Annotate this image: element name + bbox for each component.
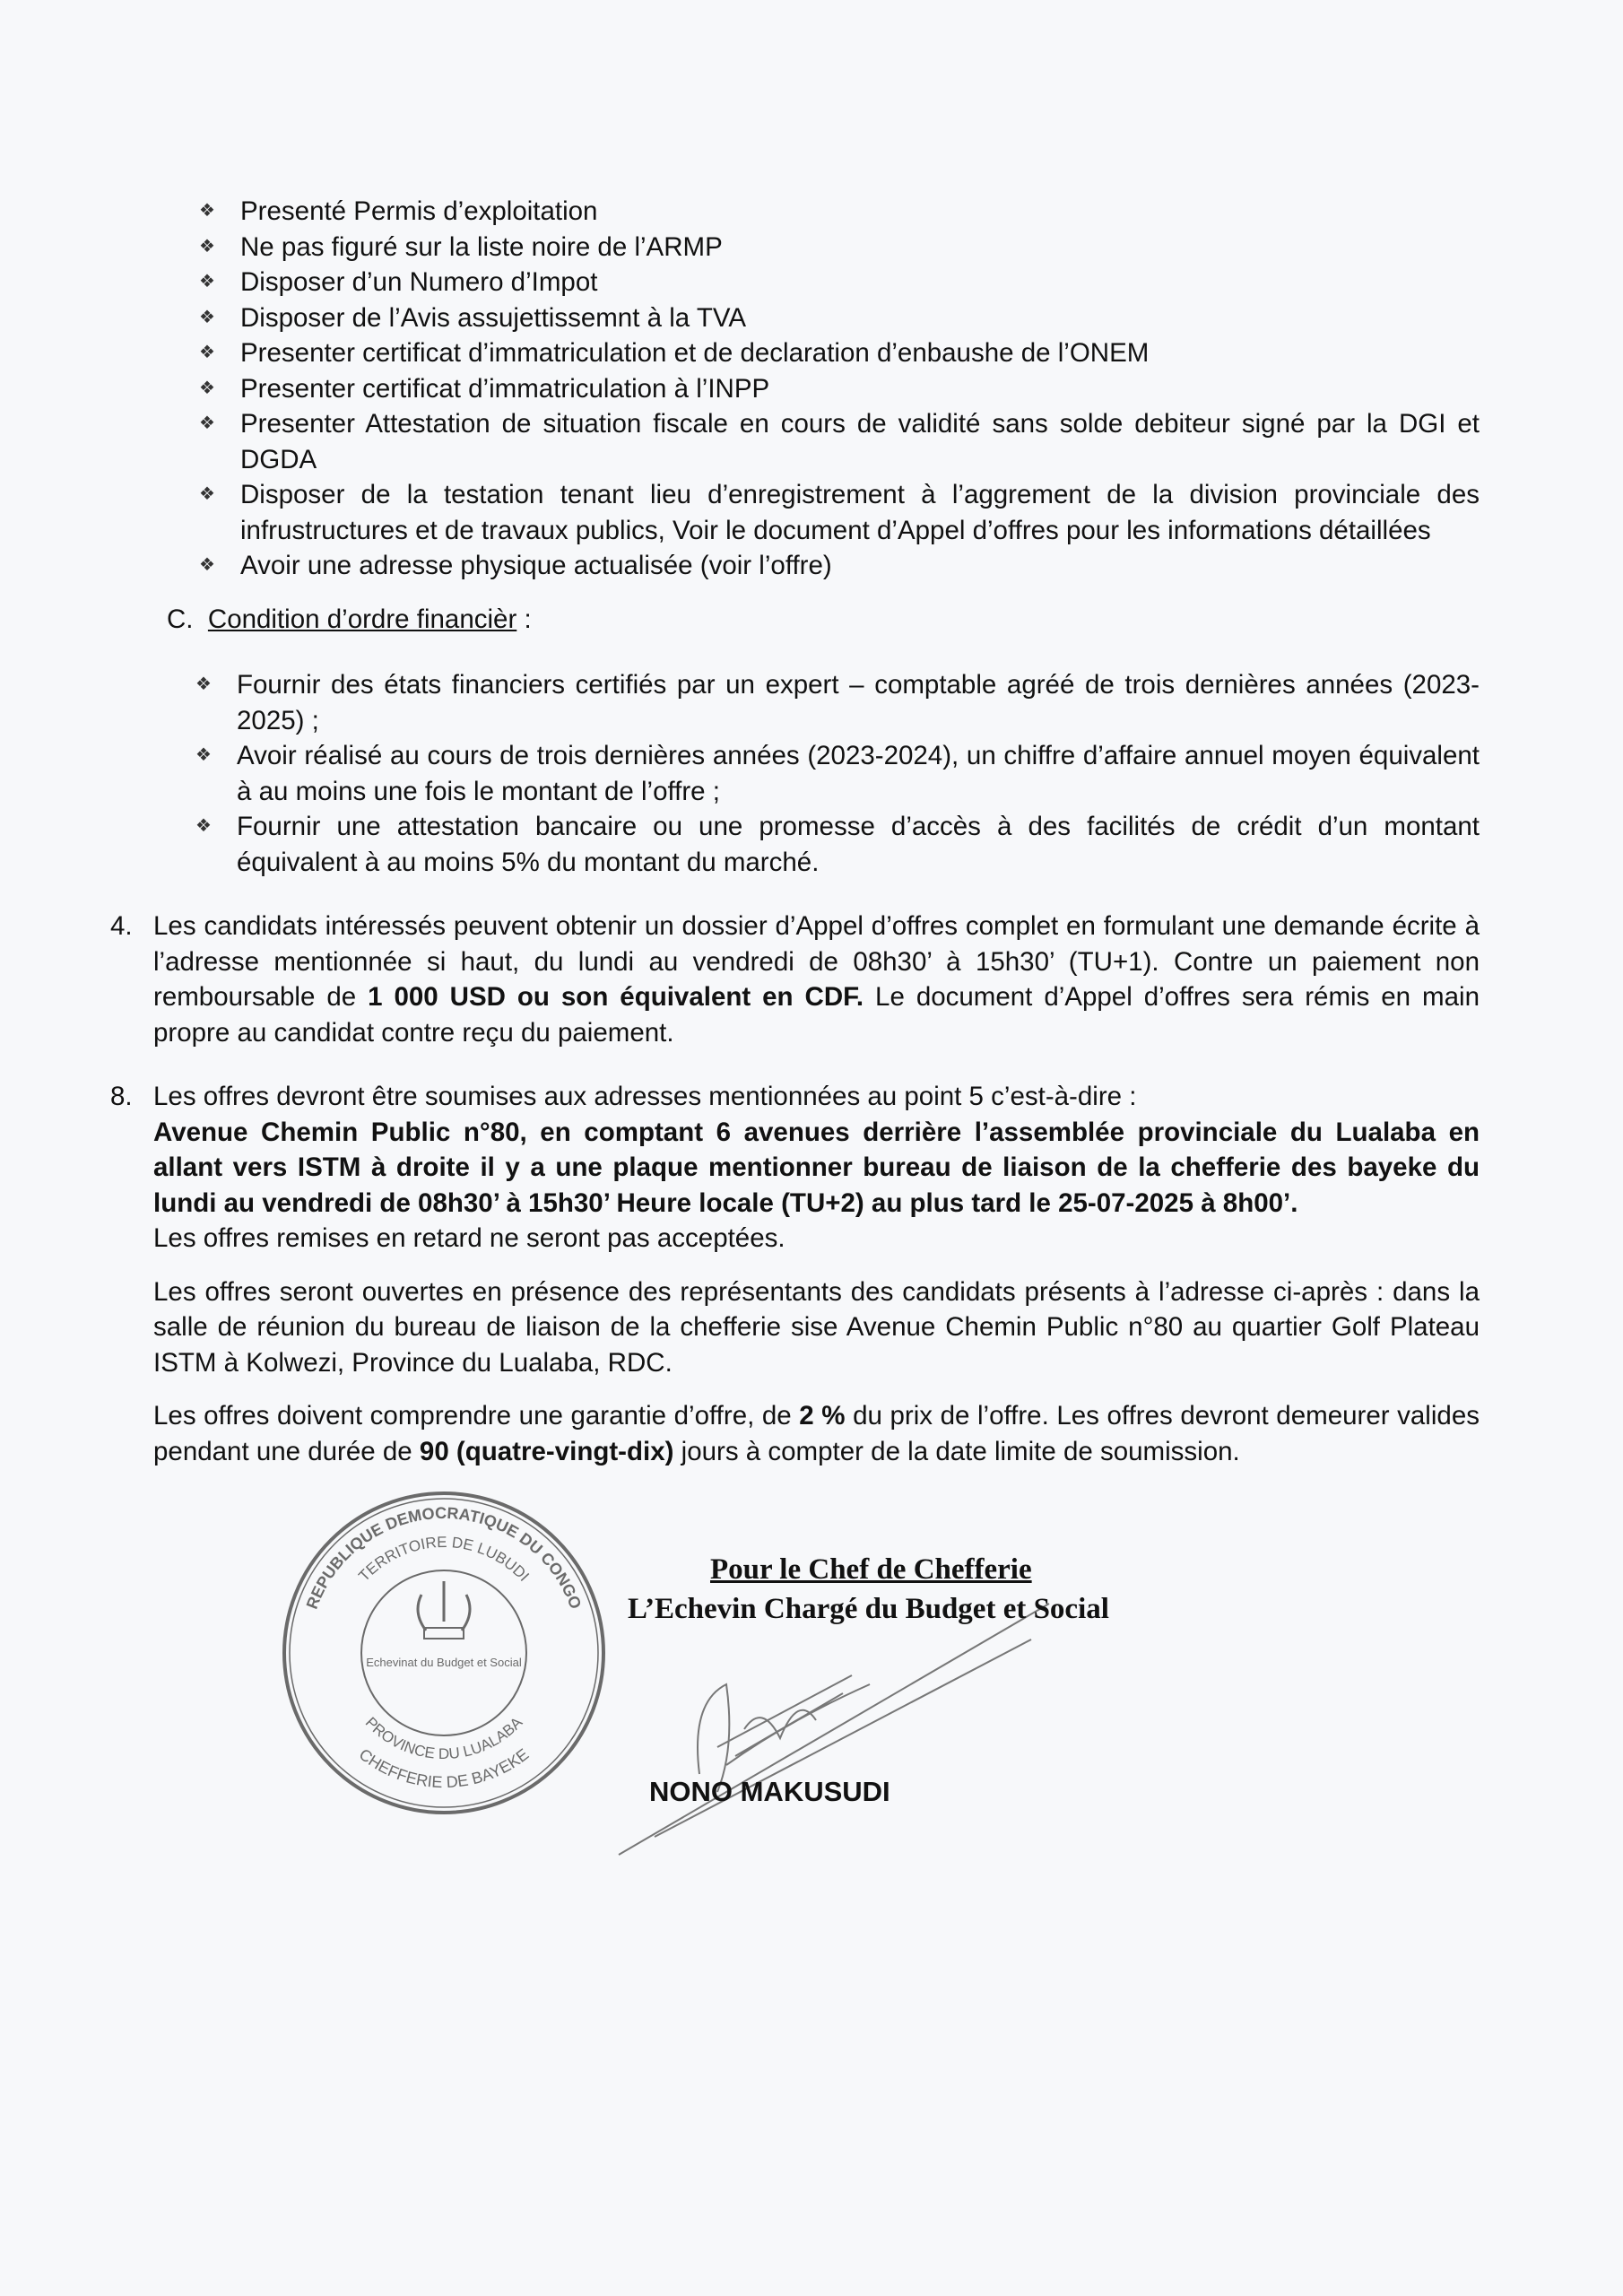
diamond-bullet-icon: ❖	[199, 272, 215, 291]
financial-conditions-list	[195, 667, 1480, 880]
list-item	[199, 335, 1480, 371]
diamond-bullet-icon: ❖	[199, 484, 215, 504]
list-item-text: Fournir une attestation bancaire ou une promesse d’accès à des facilités de crédit d’un montant équivalent à au moins 5% du montant du marché.	[237, 812, 1480, 877]
item-8	[110, 1079, 1480, 1469]
svg-text:TERRITOIRE DE LUBUDI: TERRITOIRE DE LUBUDI	[355, 1533, 533, 1585]
list-item-text: Disposer de la testation tenant lieu d’enregistrement à l’aggrement de la division provinciale des infrustructures et de travaux publics, Voir le document d’Appel d’offres pour les informations détaillées	[240, 480, 1480, 545]
list-item	[199, 300, 1480, 336]
list-item-text: Presenter certificat d’immatriculation à l’INPP	[240, 373, 770, 404]
svg-text:REPUBLIQUE DEMOCRATIQUE DU CON: REPUBLIQUE DEMOCRATIQUE DU CONGO	[302, 1503, 586, 1612]
list-item	[199, 265, 1480, 300]
list-item-text: Avoir réalisé au cours de trois dernières années (2023-2024), un chiffre d’affaire annuel moyen équivalent à au moins une fois le montant de l’offre ;	[237, 741, 1480, 806]
list-item	[199, 230, 1480, 265]
diamond-bullet-icon: ❖	[195, 816, 212, 836]
list-item	[195, 667, 1480, 738]
guarantee-note: Les offres doivent comprendre une garantie d’offre, de 2 % du prix de l’offre. Les offres devront demeurer valides pendant une durée de 90 (quatre-vingt-dix) jours à compter de la date limite de soumission.	[153, 1401, 1480, 1466]
list-item	[199, 194, 1480, 230]
list-item	[199, 477, 1480, 548]
late-offers-note: Les offres remises en retard ne seront pas acceptées.	[153, 1223, 785, 1253]
list-item-text: Disposer de l’Avis assujettissemnt à la TVA	[240, 302, 747, 333]
signatory-name: NONO MAKUSUDI	[649, 1776, 890, 1807]
signature-area	[0, 1487, 1623, 1953]
svg-text:CHEFFERIE DE BAYEKE: CHEFFERIE DE BAYEKE	[355, 1744, 533, 1792]
list-item-text: Presenté Permis d’exploitation	[240, 196, 598, 226]
signatory-line-2: L’Echevin Chargé du Budget et Social	[628, 1593, 1109, 1625]
list-item-text: Fournir des états financiers certifiés par un expert – comptable agréé de trois dernières années (2023-2025) ;	[237, 670, 1480, 735]
diamond-bullet-icon: ❖	[199, 555, 215, 575]
svg-text:PROVINCE DU LUALABA: PROVINCE DU LUALABA	[361, 1713, 526, 1763]
diamond-bullet-icon: ❖	[199, 201, 215, 221]
item-4-text: Les candidats intéressés peuvent obtenir un dossier d’Appel d’offres complet en formulant une demande écrite à l’adresse mentionnée si haut, du lundi au vendredi de 08h30’ à 15h30’ (TU+1). Contre un paiement non remboursable de 1 000 USD ou son équivalent en CDF. Le document d’Appel d’offres sera rémis en main propre au candidat contre reçu du paiement.	[153, 911, 1480, 1048]
item-4	[110, 909, 1480, 1050]
section-c-heading: C. Condition d’ordre financièr :	[167, 604, 532, 634]
opening-note: Les offres seront ouvertes en présence des représentants des candidats présents à l’adresse ci-après : dans la salle de réunion du bureau de liaison de la chefferie sise Avenue Chemin Public n°80 au quartier Golf Plateau ISTM à Kolwezi, Province du Lualaba, RDC.	[153, 1276, 1480, 1378]
list-item-text: Presenter Attestation de situation fiscale en cours de validité sans solde debiteur signé par la DGI et DGDA	[240, 409, 1480, 474]
diamond-bullet-icon: ❖	[199, 236, 215, 257]
submission-address: Avenue Chemin Public n°80, en comptant 6 avenues derrière l’assemblée provinciale du Lualaba en allant vers ISTM à droite il y a une plaque mentionner bureau de liaison de la chefferie des bayeke du lundi au vendredi de 08h30’ à 15h30’ Heure locale (TU+2) au plus tard le 25-07-2025 à 8h00’.	[153, 1117, 1480, 1218]
diamond-bullet-icon: ❖	[195, 674, 212, 694]
signatory-title	[628, 1550, 1109, 1629]
item-8-number: 8.	[110, 1082, 133, 1111]
diamond-bullet-icon: ❖	[199, 378, 215, 398]
signatory-line-1: Pour le Chef de Chefferie	[710, 1553, 1032, 1586]
diamond-bullet-icon: ❖	[199, 307, 215, 327]
list-item-text: Disposer d’un Numero d’Impot	[240, 267, 598, 297]
svg-text:Echevinat du Budget et Social: Echevinat du Budget et Social	[366, 1656, 522, 1669]
diamond-bullet-icon: ❖	[199, 413, 215, 433]
diamond-bullet-icon: ❖	[195, 745, 212, 765]
list-item	[195, 809, 1480, 880]
official-stamp	[278, 1487, 610, 1819]
list-item	[199, 371, 1480, 407]
list-item-text: Presenter certificat d’immatriculation et de declaration d’enbaushe de l’ONEM	[240, 338, 1150, 368]
item-4-number: 4.	[110, 911, 133, 941]
list-item	[199, 406, 1480, 477]
list-item-text: Ne pas figuré sur la liste noire de l’ARMP	[240, 231, 723, 262]
list-item-text: Avoir une adresse physique actualisée (voir l’offre)	[240, 551, 832, 580]
diamond-bullet-icon: ❖	[199, 343, 215, 362]
list-item	[195, 738, 1480, 809]
item-8-intro: Les offres devront être soumises aux adresses mentionnées au point 5 c’est-à-dire :	[153, 1082, 1137, 1111]
requirements-list	[199, 194, 1480, 584]
list-item	[199, 548, 1480, 584]
